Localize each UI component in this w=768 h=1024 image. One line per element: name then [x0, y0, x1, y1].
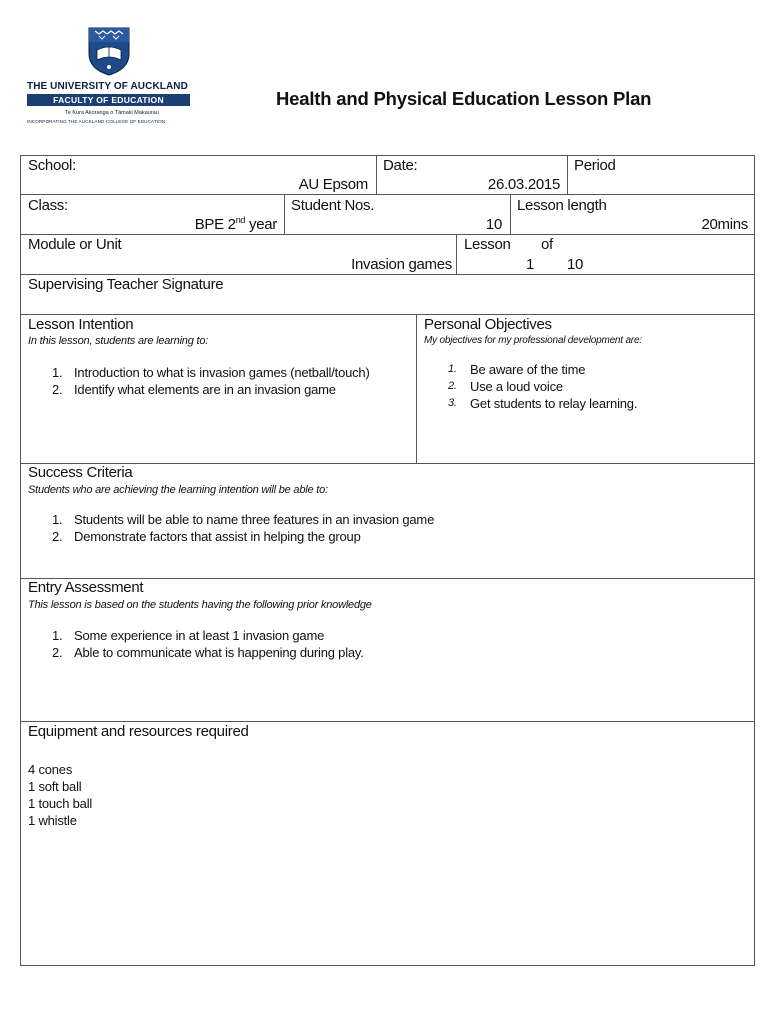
- list-text: Some experience in at least 1 invasion game: [74, 628, 325, 643]
- divider: [416, 314, 417, 463]
- list-item: 1 touch ball: [28, 796, 93, 811]
- divider: [21, 194, 754, 195]
- class-value[interactable]: [195, 215, 277, 233]
- list-item: [424, 395, 637, 412]
- list-item: [28, 627, 364, 644]
- list-number: 1.: [448, 363, 457, 375]
- date-value[interactable]: 26.03.2015: [487, 176, 560, 193]
- university-crest-icon: [85, 26, 133, 76]
- supervising-teacher-label: Supervising Teacher Signature: [28, 276, 224, 293]
- page-title: Health and Physical Education Lesson Plan: [276, 88, 652, 109]
- school-value[interactable]: AU Epsom: [298, 176, 368, 193]
- divider: [21, 721, 754, 722]
- maori-name: Te Kura Akoranga o Tāmaki Makaurau: [65, 110, 159, 116]
- list-item: 1 soft ball: [28, 779, 82, 794]
- lesson-length-label: Lesson length: [517, 197, 607, 214]
- of-label: of: [541, 236, 553, 253]
- success-criteria-list: [28, 511, 434, 545]
- entry-assessment-list: [28, 627, 364, 661]
- personal-objectives-list: [424, 361, 637, 412]
- university-name: THE UNIVERSITY OF AUCKLAND: [27, 81, 188, 92]
- list-text: Use a loud voice: [470, 379, 563, 394]
- list-item: [28, 644, 364, 661]
- list-number: 1.: [52, 628, 63, 643]
- divider: [21, 314, 754, 315]
- student-nos-label: Student Nos.: [291, 197, 375, 214]
- lesson-plan-form: [20, 155, 755, 966]
- divider: [21, 274, 754, 275]
- list-number: 2.: [52, 382, 63, 397]
- class-label: Class:: [28, 197, 68, 214]
- list-text: Introduction to what is invasion games (netball/touch): [74, 365, 370, 380]
- divider: [456, 234, 457, 274]
- list-text: Able to communicate what is happening during play.: [74, 645, 364, 660]
- school-label: School:: [28, 157, 76, 174]
- list-number: 1.: [52, 365, 63, 380]
- success-criteria-subheading: Students who are achieving the learning intention will be able to:: [28, 484, 328, 496]
- list-text: Identify what elements are in an invasion game: [74, 382, 336, 397]
- success-criteria-heading: Success Criteria: [28, 464, 133, 481]
- class-value-suffix: year: [245, 216, 277, 233]
- divider: [21, 234, 754, 235]
- incorporating-text: INCORPORATING THE AUCKLAND COLLEGE OF EDUCATION: [27, 119, 166, 124]
- divider: [284, 194, 285, 234]
- personal-objectives-heading: Personal Objectives: [424, 316, 552, 333]
- equipment-heading: Equipment and resources required: [28, 723, 249, 740]
- personal-objectives-subheading: My objectives for my professional development are:: [424, 335, 642, 346]
- faculty-name: FACULTY OF EDUCATION: [27, 94, 190, 106]
- divider: [510, 194, 511, 234]
- list-number: 2.: [52, 529, 63, 544]
- lesson-intention-heading: Lesson Intention: [28, 316, 134, 333]
- list-item: [28, 381, 370, 398]
- divider: [567, 156, 568, 194]
- lesson-intention-list: [28, 364, 370, 398]
- list-number: 3.: [448, 397, 457, 409]
- equipment-list: [28, 761, 92, 829]
- entry-assessment-subheading: This lesson is based on the students having the following prior knowledge: [28, 599, 372, 611]
- list-item: [28, 511, 434, 528]
- divider: [376, 156, 377, 194]
- lesson-label: Lesson: [464, 236, 511, 253]
- list-item: 1 whistle: [28, 813, 77, 828]
- list-text: Students will be able to name three features in an invasion game: [74, 512, 435, 527]
- list-text: Demonstrate factors that assist in helping the group: [74, 529, 361, 544]
- lesson-length-value[interactable]: 20mins: [701, 216, 748, 233]
- lesson-number[interactable]: 1: [526, 256, 535, 273]
- class-value-prefix: BPE 2: [194, 216, 236, 233]
- list-item: [28, 364, 370, 381]
- lesson-intention-subheading: In this lesson, students are learning to:: [28, 335, 209, 347]
- list-item: 4 cones: [28, 762, 73, 777]
- period-label: Period: [574, 157, 616, 174]
- list-text: Get students to relay learning.: [470, 396, 638, 411]
- entry-assessment-heading: Entry Assessment: [28, 579, 144, 596]
- list-item: [424, 378, 637, 395]
- list-number: 2.: [448, 380, 457, 392]
- module-value[interactable]: Invasion games: [351, 256, 452, 273]
- class-value-sup: nd: [235, 215, 246, 225]
- date-label: Date:: [383, 157, 418, 174]
- list-text: Be aware of the time: [470, 362, 586, 377]
- lesson-total[interactable]: 10: [567, 256, 584, 273]
- list-item: [424, 361, 637, 378]
- student-nos-value[interactable]: 10: [485, 216, 502, 233]
- list-item: [28, 528, 434, 545]
- list-number: 2.: [52, 645, 63, 660]
- module-label: Module or Unit: [28, 236, 122, 253]
- list-number: 1.: [52, 512, 63, 527]
